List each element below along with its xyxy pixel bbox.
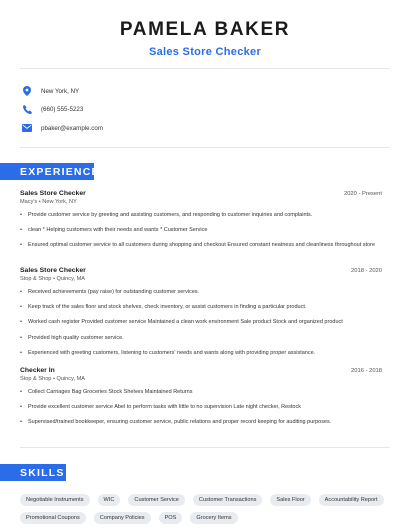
job-title: Checker In (20, 367, 55, 374)
job-bullet: • Worked cash register Provided customer service Maintained a clean work environment Sale product Stock and organized product (20, 319, 382, 326)
email-text: pbaker@example.com (41, 124, 103, 132)
location-pin-icon (22, 86, 32, 96)
experience-divider (20, 447, 390, 448)
contact-email (22, 119, 103, 137)
skill-chip: POS (159, 512, 183, 524)
phone-icon (22, 105, 32, 115)
job-dates: 2020 - Present (343, 191, 382, 197)
job-bullet: • clean * Helping customers with their needs and wants * Customer Service (20, 227, 382, 234)
skill-chip: Customer Transactions (193, 494, 263, 506)
skill-chip: Accountability Report (319, 494, 384, 506)
phone-text: (660) 555-5223 (41, 106, 84, 113)
job-bullet: • Provide customer service by greeting and assisting customers, and responding to customer inquiries and complaints. (20, 212, 382, 219)
job-bullet: • Provide excellent customer service Abel to perform tasks with little to no supervision Late night checker, Restock (20, 404, 382, 411)
job-company: Stop & Shop • Quincy, MA (20, 276, 85, 282)
contact-divider (20, 147, 390, 148)
header-divider (20, 68, 390, 69)
job-entry (20, 367, 382, 435)
skill-chip: Sales Floor (270, 494, 310, 506)
skills-list (20, 494, 400, 530)
resume-header (0, 0, 410, 58)
job-bullets (20, 389, 382, 427)
contact-location (22, 82, 103, 100)
job-bullet: • Collect Carriages Bag Groceries Stock Shelves Maintained Returns (20, 389, 382, 396)
job-company: Stop & Shop • Quincy, MA (20, 376, 85, 382)
job-dates: 2016 - 2018 (351, 368, 382, 374)
location-text: New York, NY (41, 87, 80, 95)
contact-list (22, 82, 103, 138)
job-bullet: • Ensured optimal customer service to all customers during shopping and checkout Ensured constant neatness and cleanliness throughout store (20, 242, 382, 249)
job-title: Sales Store Checker (20, 267, 86, 274)
skill-chip: Negotiable Instruments (20, 494, 90, 506)
job-bullet: • Experienced with greeting customers, listening to customers' needs and wants along with providing proper assistance. (20, 350, 382, 357)
job-dates: 2018 - 2020 (351, 268, 382, 274)
skills-heading: SKILLS (0, 464, 66, 481)
job-entry (20, 267, 382, 365)
candidate-name: PAMELA BAKER (119, 19, 291, 40)
skill-chip: Grocery Items (190, 512, 237, 524)
email-icon (22, 123, 32, 133)
skill-chip: WIC (98, 494, 121, 506)
experience-heading: EXPERIENCE (0, 163, 94, 180)
job-title: Sales Store Checker (20, 190, 86, 197)
job-bullet: • Supervised/trained bookkeeper, ensuring customer service, public relations and proper record keeping for auditing purposes. (20, 419, 382, 426)
skill-row (20, 494, 400, 506)
job-bullets (20, 212, 382, 250)
job-bullet: • Provided high quality customer service. (20, 335, 382, 342)
contact-phone (22, 101, 103, 119)
skill-chip: Customer Service (128, 494, 184, 506)
job-company: Macy's • New York, NY (20, 199, 77, 205)
job-bullet: • Keep track of the sales floor and stock shelves, check inventory, or assist customers in finding a particular product. (20, 304, 382, 311)
skill-chip: Company Policies (94, 512, 151, 524)
skill-chip: Promotional Coupons (20, 512, 86, 524)
candidate-title: Sales Store Checker (148, 46, 262, 58)
job-bullets (20, 289, 382, 357)
job-bullet: • Received achievements (pay raise) for outstanding customer services. (20, 289, 382, 296)
skill-row (20, 512, 400, 524)
job-entry (20, 190, 382, 258)
